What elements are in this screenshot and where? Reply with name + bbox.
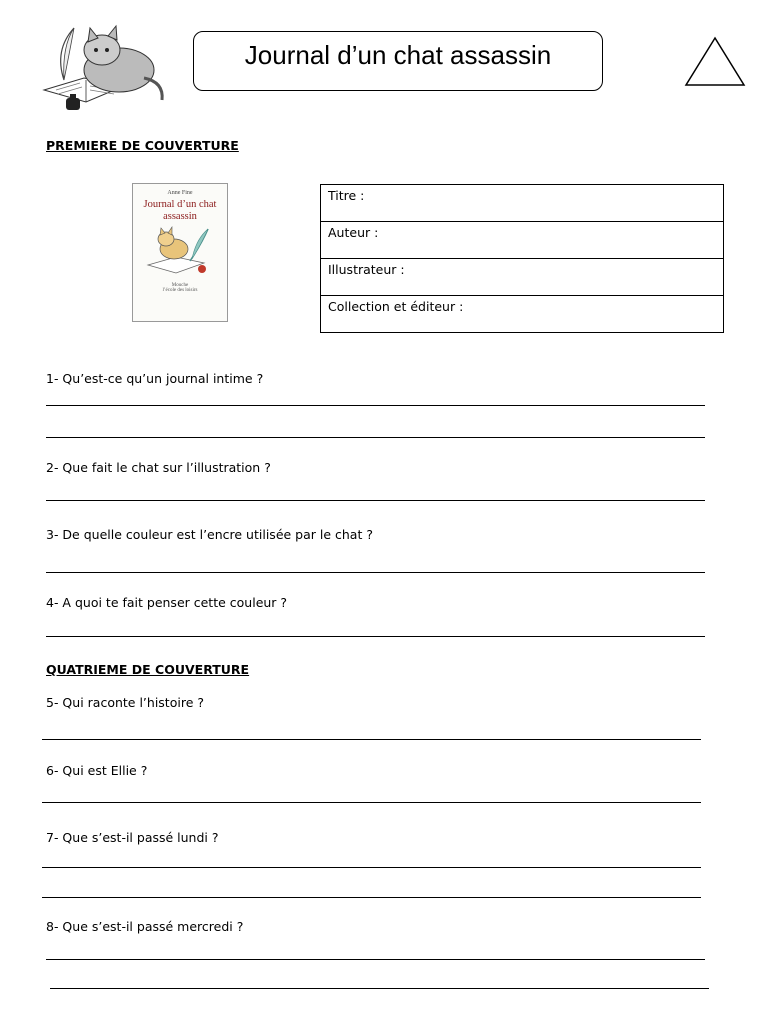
table-row xyxy=(321,296,724,333)
question-2: 2- Que fait le chat sur l’illustration ? xyxy=(46,460,271,475)
question-4: 4- A quoi te fait penser cette couleur ? xyxy=(46,595,288,610)
cat-writing-icon xyxy=(24,20,174,116)
title-cell[interactable]: Titre : xyxy=(321,185,724,222)
illustrator-cell[interactable]: Illustrateur : xyxy=(321,259,724,296)
answer-line[interactable] xyxy=(50,988,709,989)
book-author: Anne Fine xyxy=(167,190,193,196)
book-publisher-line1: Mouche xyxy=(171,283,189,288)
triangle-icon xyxy=(684,36,746,88)
question-8: 8- Que s’est-il passé mercredi ? xyxy=(46,919,244,934)
question-7: 7- Que s’est-il passé lundi ? xyxy=(46,830,219,845)
author-cell[interactable]: Auteur : xyxy=(321,222,724,259)
answer-line[interactable] xyxy=(46,500,705,501)
title-box xyxy=(193,31,603,91)
book-publisher-line2: l’école des loisirs xyxy=(162,288,198,293)
answer-line[interactable] xyxy=(46,405,705,406)
answer-line[interactable] xyxy=(46,959,705,960)
book-cover-illustration xyxy=(140,225,220,277)
section-heading-back: QUATRIEME DE COUVERTURE xyxy=(46,662,250,677)
answer-line[interactable] xyxy=(42,867,701,868)
answer-line[interactable] xyxy=(42,897,701,898)
answer-line[interactable] xyxy=(46,437,705,438)
question-1: 1- Qu’est-ce qu’un journal intime ? xyxy=(46,371,264,386)
book-cover xyxy=(132,183,228,322)
table-row xyxy=(321,259,724,296)
question-3: 3- De quelle couleur est l’encre utilisée par le chat ? xyxy=(46,527,373,542)
book-title-line1: Journal d’un chat xyxy=(143,199,217,210)
table-row xyxy=(321,185,724,222)
book-title-line2: assassin xyxy=(163,211,197,222)
question-5: 5- Qui raconte l’histoire ? xyxy=(46,695,204,710)
answer-line[interactable] xyxy=(42,739,701,740)
page-title: Journal d’un chat assassin xyxy=(244,39,552,70)
answer-line[interactable] xyxy=(46,572,705,573)
table-row xyxy=(321,222,724,259)
collection-publisher-cell[interactable]: Collection et éditeur : xyxy=(321,296,724,333)
answer-line[interactable] xyxy=(46,636,705,637)
section-heading-front: PREMIERE DE COUVERTURE xyxy=(46,138,239,153)
answer-line[interactable] xyxy=(42,802,701,803)
book-info-table xyxy=(320,184,724,333)
question-6: 6- Qui est Ellie ? xyxy=(46,763,148,778)
